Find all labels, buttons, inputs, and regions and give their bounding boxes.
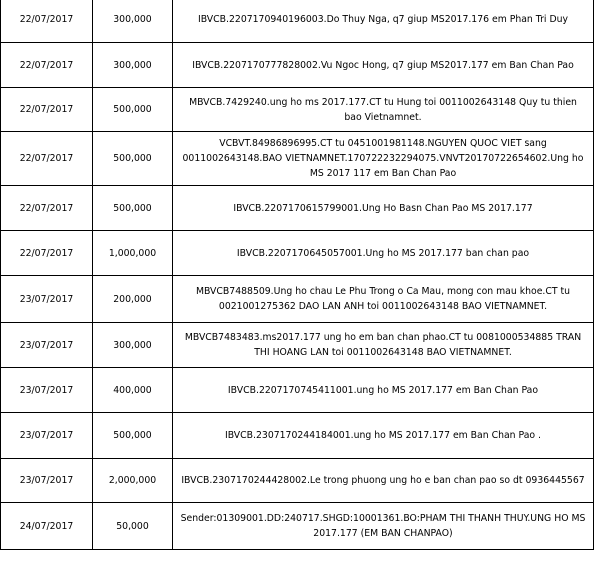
description-cell: Sender:01309001.DD:240717.SHGD:10001361.BO:PHAM THI THANH THUY.UNG HO MS 2017.177 (EM BAN CHANPAO) [173, 503, 594, 550]
table-row [1, 0, 594, 43]
date-cell: 23/07/2017 [1, 276, 93, 323]
date-cell: 23/07/2017 [1, 323, 93, 368]
table-row [1, 132, 594, 186]
amount-cell: 50,000 [93, 503, 173, 550]
amount-cell: 500,000 [93, 413, 173, 459]
description-cell: MBVCB7488509.Ung ho chau Le Phu Trong o Ca Mau, mong con mau khoe.CT tu 0021001275362 DAO LAN ANH toi 0011002643148 BAO VIETNAMNET. [173, 276, 594, 323]
table-row [1, 368, 594, 413]
table-row [1, 186, 594, 231]
date-cell: 22/07/2017 [1, 186, 93, 231]
description-cell: IBVCB.2207170940196003.Do Thuy Nga, q7 giup MS2017.176 em Phan Tri Duy [173, 0, 594, 43]
date-cell: 22/07/2017 [1, 43, 93, 88]
description-cell: IBVCB.2207170645057001.Ung ho MS 2017.177 ban chan pao [173, 231, 594, 276]
description-cell: MBVCB7483483.ms2017.177 ung ho em ban chan phao.CT tu 0081000534885 TRAN THI HOANG LAN toi 0011002643148 BAO VIETNAMNET. [173, 323, 594, 368]
table-row [1, 276, 594, 323]
table-row [1, 459, 594, 503]
amount-cell: 500,000 [93, 132, 173, 186]
amount-cell: 2,000,000 [93, 459, 173, 503]
date-cell: 22/07/2017 [1, 88, 93, 132]
amount-cell: 1,000,000 [93, 231, 173, 276]
amount-cell: 400,000 [93, 368, 173, 413]
date-cell: 22/07/2017 [1, 231, 93, 276]
description-cell: IBVCB.2307170244428002.Le trong phuong ung ho e ban chan pao so dt 0936445567 [173, 459, 594, 503]
amount-cell: 200,000 [93, 276, 173, 323]
date-cell: 23/07/2017 [1, 459, 93, 503]
amount-cell: 300,000 [93, 323, 173, 368]
table-row [1, 43, 594, 88]
amount-cell: 500,000 [93, 88, 173, 132]
table-row [1, 503, 594, 550]
description-cell: IBVCB.2207170777828002.Vu Ngoc Hong, q7 giup MS2017.177 em Ban Chan Pao [173, 43, 594, 88]
description-cell: IBVCB.2307170244184001.ung ho MS 2017.177 em Ban Chan Pao . [173, 413, 594, 459]
date-cell: 23/07/2017 [1, 368, 93, 413]
description-cell: IBVCB.2207170615799001.Ung Ho Basn Chan Pao MS 2017.177 [173, 186, 594, 231]
date-cell: 24/07/2017 [1, 503, 93, 550]
table-row [1, 88, 594, 132]
amount-cell: 300,000 [93, 0, 173, 43]
amount-cell: 300,000 [93, 43, 173, 88]
table-row [1, 231, 594, 276]
table-row [1, 323, 594, 368]
description-cell: MBVCB.7429240.ung ho ms 2017.177.CT tu Hung toi 0011002643148 Quy tu thien bao Vietnamnet. [173, 88, 594, 132]
table-row [1, 413, 594, 459]
amount-cell: 500,000 [93, 186, 173, 231]
date-cell: 23/07/2017 [1, 413, 93, 459]
description-cell: VCBVT.84986896995.CT tu 0451001981148.NGUYEN QUOC VIET sang 0011002643148.BAO VIETNAMNET.170722232294075.VNVT20170722654602.Ung ho MS 2017 117 em Ban Chan Pao [173, 132, 594, 186]
date-cell: 22/07/2017 [1, 0, 93, 43]
description-cell: IBVCB.2207170745411001.ung ho MS 2017.177 em Ban Chan Pao [173, 368, 594, 413]
date-cell: 22/07/2017 [1, 132, 93, 186]
